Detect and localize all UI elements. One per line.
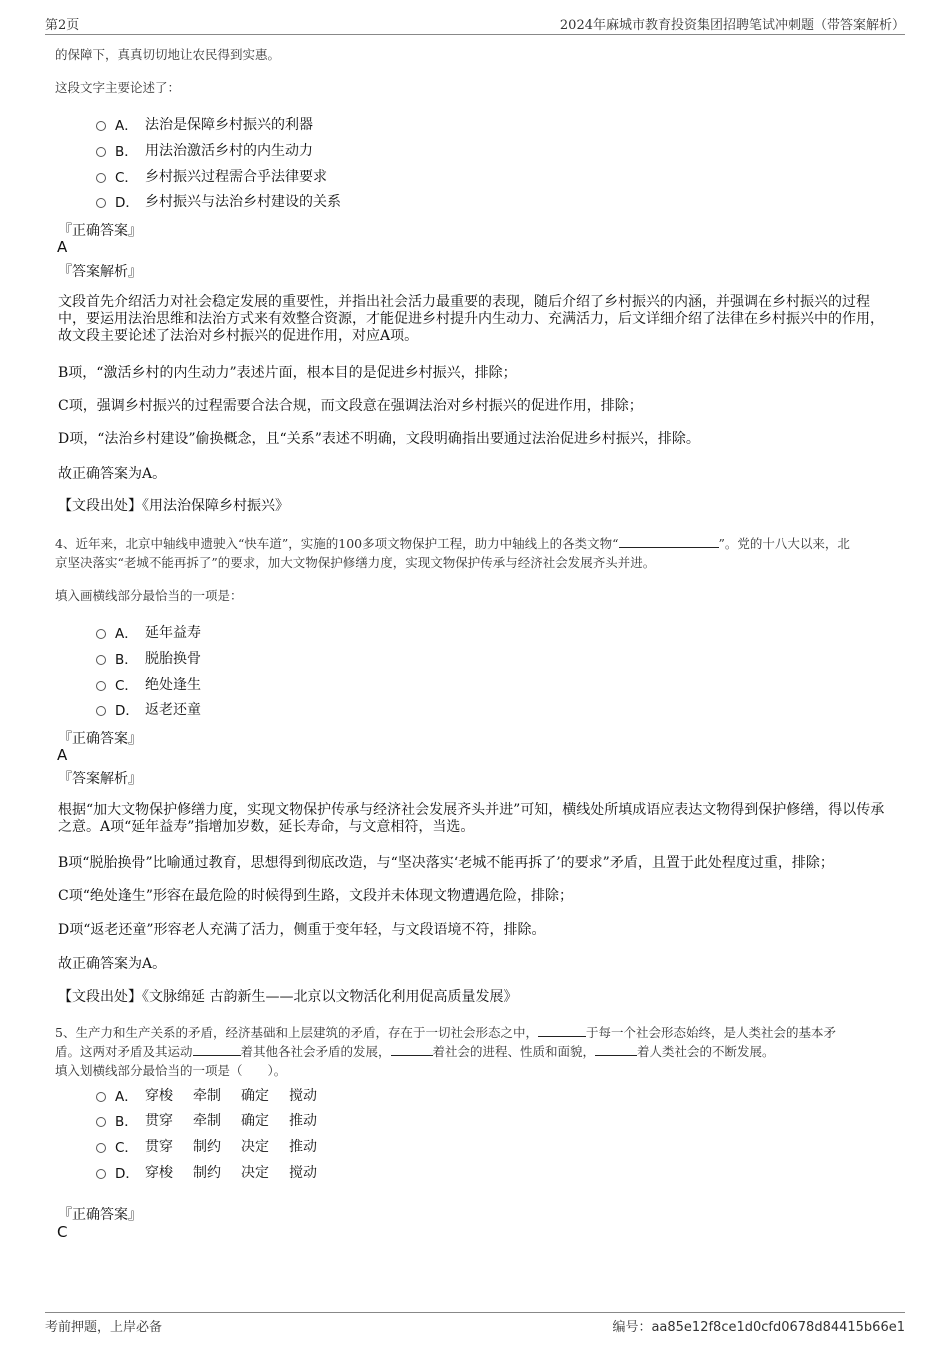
q5-option-b[interactable]: B． 贯穿 牵制 确定 推动 (96, 1110, 317, 1130)
radio-icon[interactable] (96, 1169, 106, 1179)
radio-icon[interactable] (96, 706, 106, 716)
q3-source: 【文段出处】《用法治保障乡村振兴》 (58, 498, 289, 514)
q3-option-c[interactable]: C． 乡村振兴过程需合乎法律要求 (96, 166, 327, 186)
q3-option-a[interactable]: A． 法治是保障乡村振兴的利器 (96, 114, 313, 134)
q4-option-b[interactable]: B． 脱胎换骨 (96, 648, 201, 668)
q3-analysis-label: 『答案解析』 (58, 264, 142, 280)
q4-answer: A (57, 746, 68, 764)
q4-option-c[interactable]: C． 绝处逢生 (96, 674, 201, 694)
radio-icon[interactable] (96, 1117, 106, 1127)
radio-icon[interactable] (96, 681, 106, 691)
q4-analysis-p2: B项“脱胎换骨”比喻通过教育，思想得到彻底改造，与“坚决落实‘老城不能再拆了’的要求”矛盾，且置于此处程度过重，排除； (58, 855, 834, 871)
q4-option-d[interactable]: D． 返老还童 (96, 699, 201, 719)
radio-icon[interactable] (96, 173, 106, 183)
q3-answer: A (57, 238, 68, 256)
radio-icon[interactable] (96, 1092, 106, 1102)
radio-icon[interactable] (96, 121, 106, 131)
q4-analysis-conclusion: 故正确答案为A。 (58, 956, 167, 972)
q3-answer-label: 『正确答案』 (58, 223, 142, 239)
document-code: 编号：aa85e12f8ce1d0cfd0678d84415b66e1 (612, 1320, 905, 1335)
radio-icon[interactable] (96, 655, 106, 665)
q3-option-b[interactable]: B． 用法治激活乡村的内生动力 (96, 140, 313, 160)
q3-analysis-p3: C项，强调乡村振兴的过程需要合法合规，而文段意在强调法治对乡村振兴的促进作用，排除； (58, 398, 643, 414)
radio-icon[interactable] (96, 198, 106, 208)
radio-icon[interactable] (96, 147, 106, 157)
page-header (45, 12, 905, 35)
q3-analysis-conclusion: 故正确答案为A。 (58, 466, 167, 482)
q5-stem: 5、生产力和生产关系的矛盾，经济基础和上层建筑的矛盾，存在于一切社会形态之中， 于每一个社会形态始终，是人类社会的基本矛 盾。这两对矛盾及其运动 着其他各社会矛盾的发展， 着社会的进程、性质和面貌， 着人类社会的不断发展。 填入划横线部分最恰当的一项是（ ）。 (55, 1025, 836, 1078)
q3-stem: 这段文字主要论述了： (55, 80, 181, 95)
q3-analysis-p1: 文段首先介绍活力对社会稳定发展的重要性，并指出社会活力最重要的表现，随后介绍了乡村振兴的内涵，并强调在乡村振兴的过程中，要运用法治思维和法治方式来有效整合资源，才能促进乡村提升内生动力、充满活力，后文详细介绍了法律在乡村振兴中的作用，故文段主要论述了法治对乡村振兴的促进作用，对应A项。 (58, 294, 884, 344)
q4-analysis-p4: D项“返老还童”形容老人充满了活力，侧重于变年轻，与文段语境不符，排除。 (58, 922, 546, 938)
q3-analysis-p4: D项，“法治乡村建设”偷换概念，且“关系”表述不明确，文段明确指出要通过法治促进乡村振兴，排除。 (58, 431, 700, 447)
radio-icon[interactable] (96, 629, 106, 639)
page-footer (45, 1312, 905, 1337)
q5-blank-3 (391, 1043, 433, 1056)
q3-intro-tail: 的保障下，真真切切地让农民得到实惠。 (55, 47, 281, 62)
q5-blank-4 (595, 1043, 637, 1056)
q3-analysis-p2: B项，“激活乡村的内生动力”表述片面，根本目的是促进乡村振兴，排除； (58, 365, 517, 381)
q4-answer-label: 『正确答案』 (58, 731, 142, 747)
q5-option-c[interactable]: C． 贯穿 制约 决定 推动 (96, 1136, 317, 1156)
q5-answer: C (57, 1223, 68, 1241)
document-title: 2024年麻城市教育投资集团招聘笔试冲刺题（带答案解析） (559, 18, 905, 33)
q3-option-d[interactable]: D． 乡村振兴与法治乡村建设的关系 (96, 191, 341, 211)
q5-option-d[interactable]: D． 穿梭 制约 决定 搅动 (96, 1162, 317, 1182)
footer-slogan: 考前押题，上岸必备 (45, 1320, 163, 1335)
q4-blank (619, 535, 719, 548)
q5-blank-2 (193, 1043, 241, 1056)
q5-answer-label: 『正确答案』 (58, 1207, 142, 1223)
q4-analysis-p3: C项“绝处逢生”形容在最危险的时候得到生路，文段并未体现文物遭遇危险，排除； (58, 888, 574, 904)
q5-blank-1 (538, 1024, 586, 1037)
q4-source: 【文段出处】《文脉绵延 古韵新生——北京以文物活化利用促高质量发展》 (58, 989, 518, 1005)
q5-ask: 填入划横线部分最恰当的一项是（ ）。 (55, 1063, 287, 1078)
q4-stem: 4、近年来，北京中轴线申遗驶入“快车道”，实施的100多项文物保护工程，助力中轴线上的各类文物“ ”。党的十八大以来，北 京坚决落实“老城不能再拆了”的要求，加大文物保护修缮力度，实现文物保护传承与经济社会发展齐头并进。 (55, 536, 850, 570)
q4-option-a[interactable]: A． 延年益寿 (96, 622, 201, 642)
q4-ask: 填入画横线部分最恰当的一项是： (55, 588, 243, 603)
q4-analysis-label: 『答案解析』 (58, 771, 142, 787)
radio-icon[interactable] (96, 1143, 106, 1153)
q4-analysis-p1: 根据“加大文物保护修缮力度，实现文物保护传承与经济社会发展齐头并进”可知，横线处所填成语应表达文物得到保护修缮，得以传承之意。A项“延年益寿”指增加岁数，延长寿命，与文意相符，当选。 (58, 802, 885, 835)
page-number: 第2页 (45, 18, 80, 33)
q5-option-a[interactable]: A． 穿梭 牵制 确定 搅动 (96, 1085, 317, 1105)
